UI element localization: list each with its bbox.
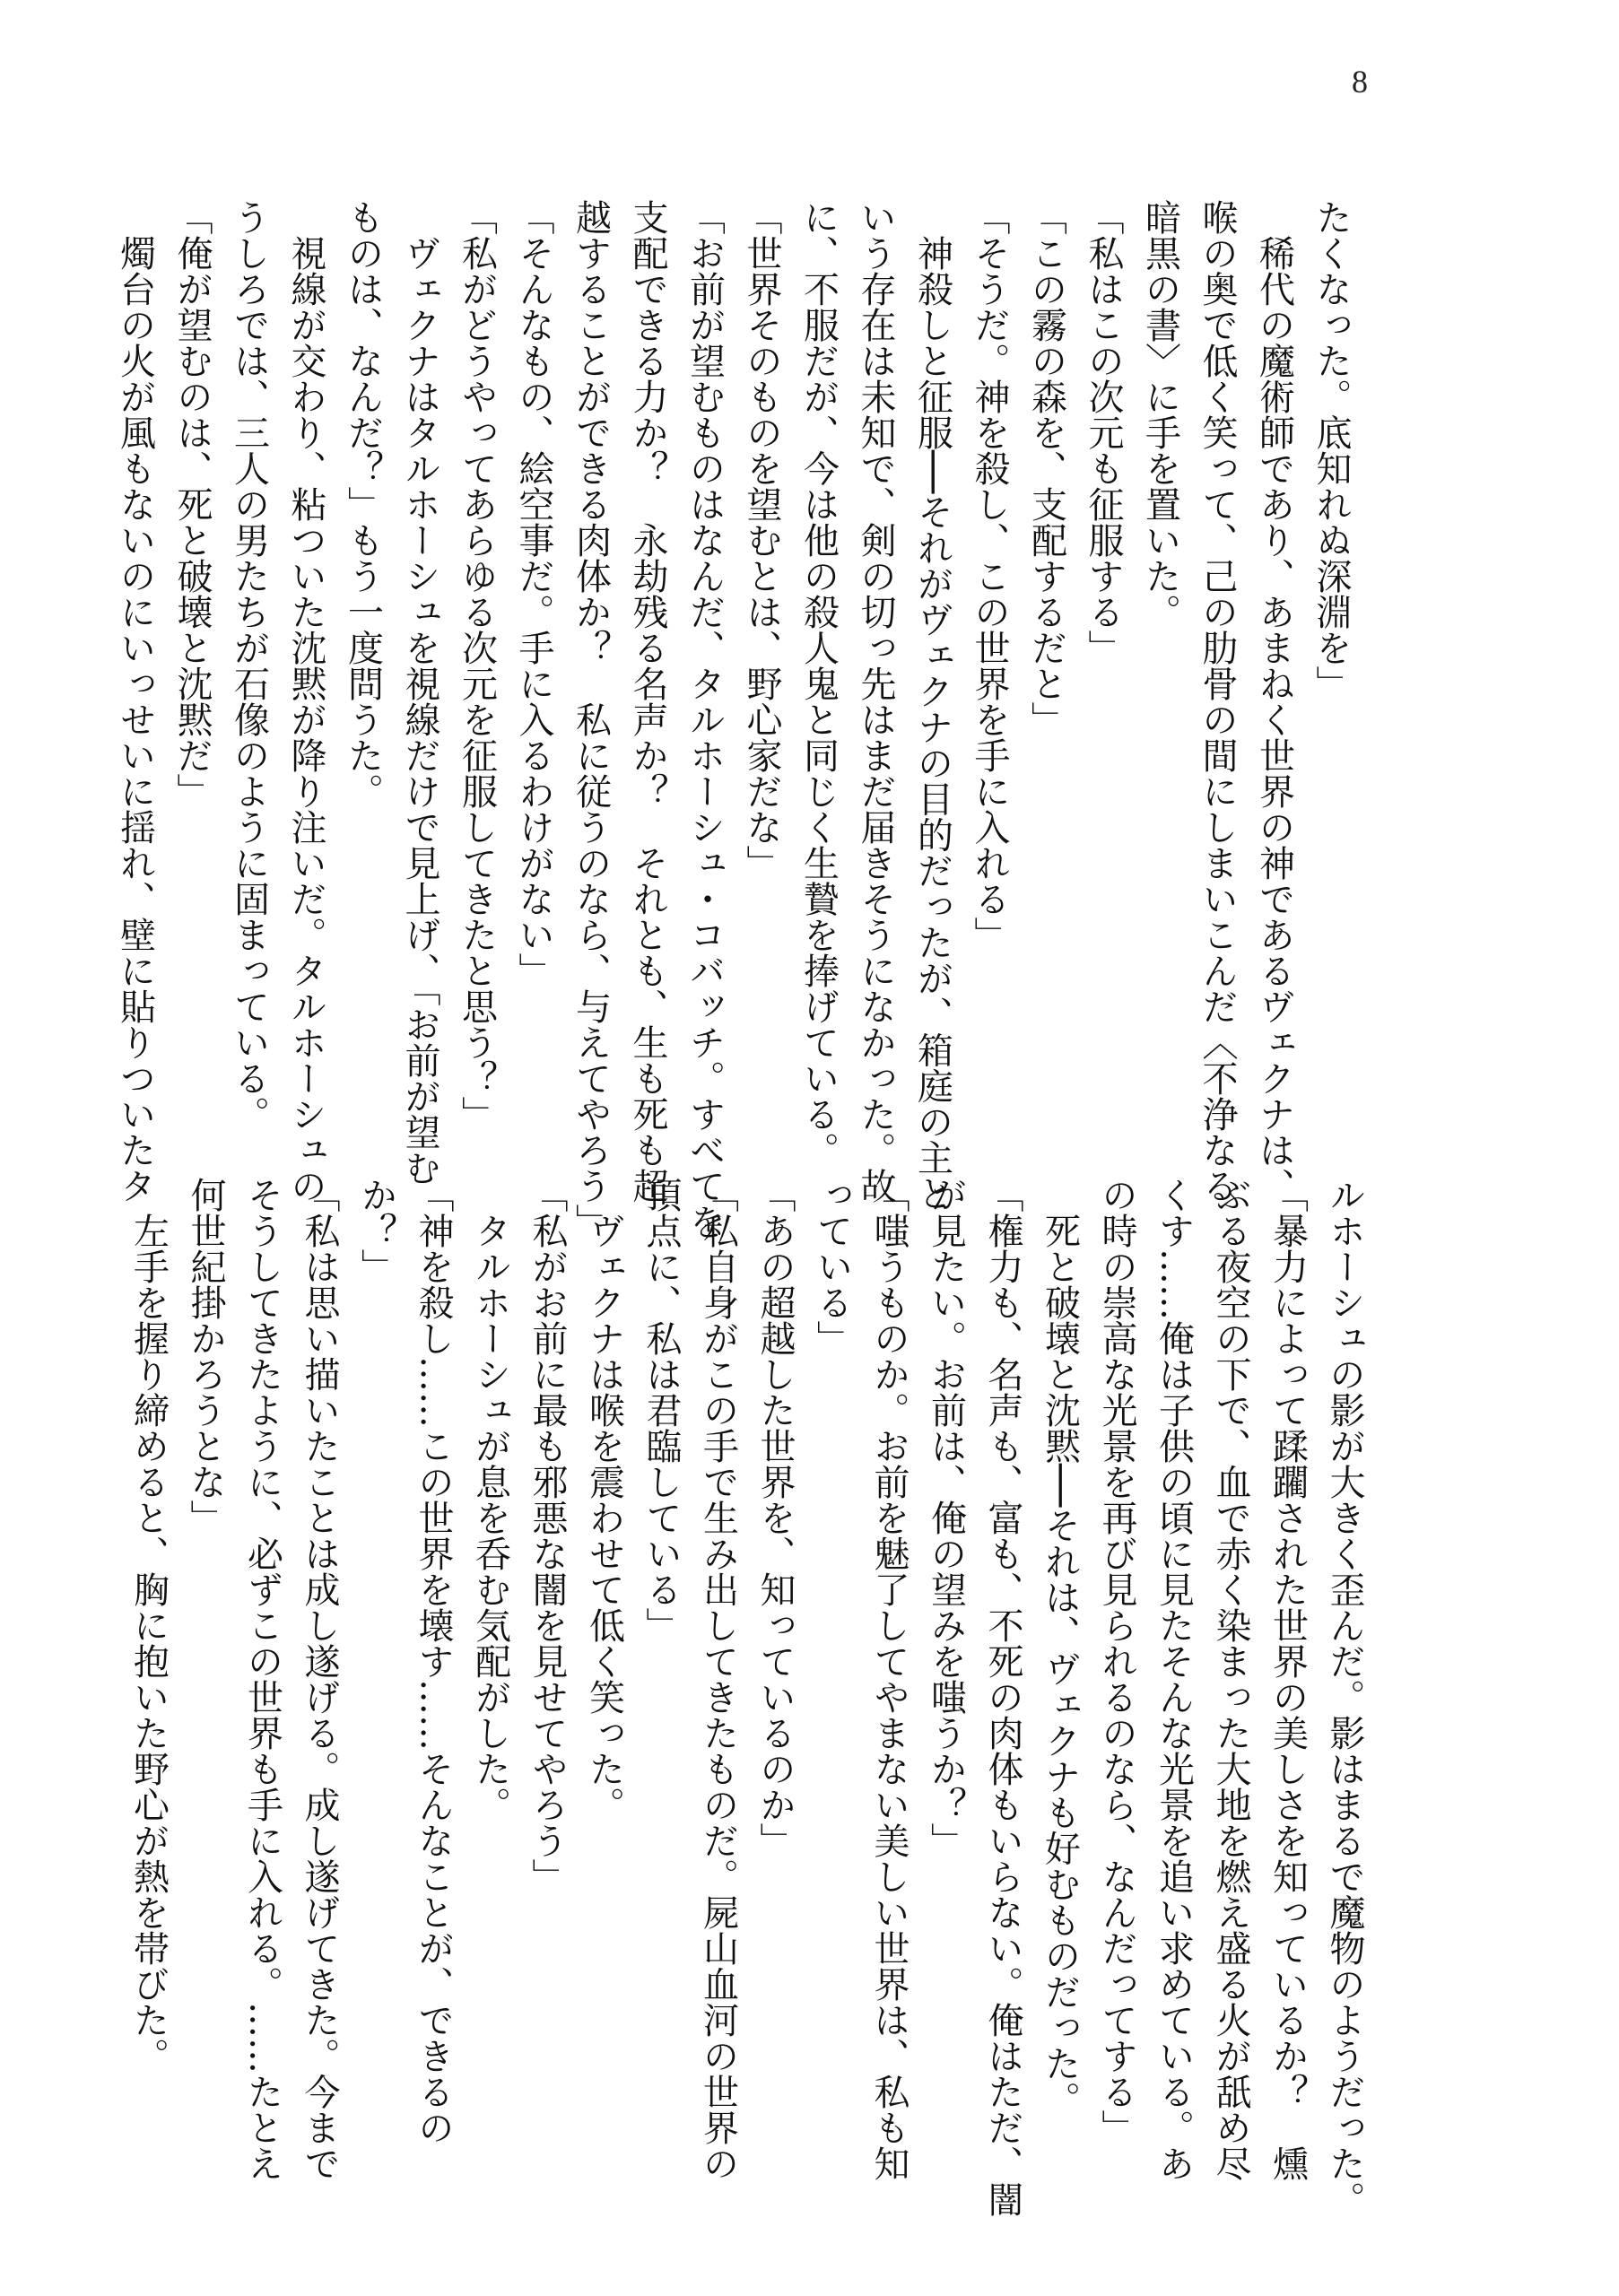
text-line: に、不服だが、今は他の殺人鬼と同じく生贄を捧げている。 (797, 199, 840, 1168)
text-line: ヴェクナはタルホーシュを視線だけで見上げ、「お前が望む (399, 199, 440, 1186)
text-block-bottom (127, 1177, 1372, 2217)
text-line: 「あの超越した世界を、知っているのか」 (754, 1177, 796, 1858)
text-line: 「神を殺し……この世界を壊す……そんなことが、できるの (413, 1177, 454, 2145)
text-line: 支配できる力か？ 永劫残る名声か？ それとも、生も死も超 (627, 199, 668, 1204)
text-line: 「嗤うものか。お前を魅了してやまない美しい世界は、私も知 (868, 1177, 910, 2181)
text-line: 「この霧の森を、支配するだと」 (1025, 199, 1067, 737)
text-line: 越することができる肉体か？ 私に従うのなら、与えてやろう」 (570, 199, 612, 1239)
text-line: 暗黒の書〉に手を置いた。 (1139, 199, 1181, 630)
text-line: 左手を握り締めると、胸に抱いた野心が熱を帯びた。 (127, 1177, 170, 2074)
text-line: うしろでは、三人の男たちが石像のように固まっている。 (228, 199, 270, 1132)
text-line: 神殺しと征服──それがヴェクナの目的だったが、箱庭の主と (911, 199, 953, 1212)
text-line: 「お前が望むものはなんだ、タルホーシュ・コバッチ。すべてを (683, 199, 726, 1239)
text-line: そうしてきたように、必ずこの世界も手に入れる。……たとえ (241, 1177, 283, 2181)
text-line: 「私は思い描いたことは成し遂げる。成し遂げてきた。今まで (299, 1177, 340, 2181)
text-line: くす……俺は子供の頃に見たそんな光景を追い求めている。あ (1153, 1177, 1195, 2181)
text-line: 「権力も、名声も、富も、不死の肉体もいらない。俺はただ、闇 (982, 1177, 1023, 2217)
text-line: か？」 (355, 1177, 397, 1284)
text-line: 喉の奥で低く笑って、己の肋骨の間にしまいこんだ〈不浄なる (1197, 199, 1238, 1204)
text-line: 死と破壊と沈黙──それは、ヴェクナも好むものだった。 (1039, 1177, 1081, 2118)
text-line: ぶる夜空の下で、血で赤く染まった大地を燃え盛る火が舐め尽 (1210, 1177, 1251, 2181)
text-line: 視線が交わり、粘ついた沈黙が降り注いだ。タルホーシュの (285, 199, 326, 1204)
text-line: ヴェクナは喉を震わせて低く笑った。 (583, 1177, 625, 1822)
text-line: いう存在は未知で、剣の切っ先はまだ届きそうになかった。故 (855, 199, 896, 1204)
text-line: 「そんなもの、絵空事だ。手に入るわけがない」 (513, 199, 554, 988)
text-line: ルホーシュの影が大きく歪んだ。影はまるで魔物のようだった。 (1324, 1177, 1365, 2217)
text-line: 「暴力によって蹂躙された世界の美しさを知っているか？ 燻 (1266, 1177, 1309, 2181)
text-line: の時の崇高な光景を再び見られるのなら、なんだってする」 (1096, 1177, 1137, 2145)
text-line: 「私がどうやってあらゆる次元を征服してきたと思う？」 (456, 199, 498, 1132)
text-line: 稀代の魔術師であり、あまねく世界の神であるヴェクナは、 (1253, 199, 1295, 1204)
text-line: が見たい。お前は、俺の望みを嗤うか？」 (925, 1177, 967, 1858)
text-line: 頂点に、私は君臨している」 (640, 1177, 682, 1643)
text-line: 「私自身がこの手で生み出してきたものだ。屍山血河の世界の (697, 1177, 739, 2181)
text-line: 「そうだ。神を殺し、この世界を手に入れる」 (969, 199, 1010, 952)
text-line: 燭台の火が風もないのにいっせいに揺れ、壁に貼りついたタ (114, 199, 156, 1204)
text-line: 何世紀掛かろうとな」 (185, 1177, 226, 1535)
text-line: 「世界そのものを望むとは、野心家だな」 (741, 199, 782, 881)
text-line: たくなった。底知れぬ深淵を」 (1310, 199, 1352, 701)
text-line: 「俺が望むのは、死と破壊と沈黙だ」 (171, 199, 213, 809)
text-block-top (114, 199, 1359, 1239)
text-line: 「私がお前に最も邪悪な闇を見せてやろう」 (527, 1177, 568, 1894)
page-number: 8 (1352, 64, 1368, 100)
text-line: タルホーシュが息を呑む気配がした。 (469, 1177, 511, 1822)
text-line: 「私はこの次元も征服する」 (1083, 199, 1124, 665)
text-line: ものは、なんだ？」もう一度問うた。 (342, 199, 384, 809)
text-line: っている」 (811, 1177, 853, 1356)
